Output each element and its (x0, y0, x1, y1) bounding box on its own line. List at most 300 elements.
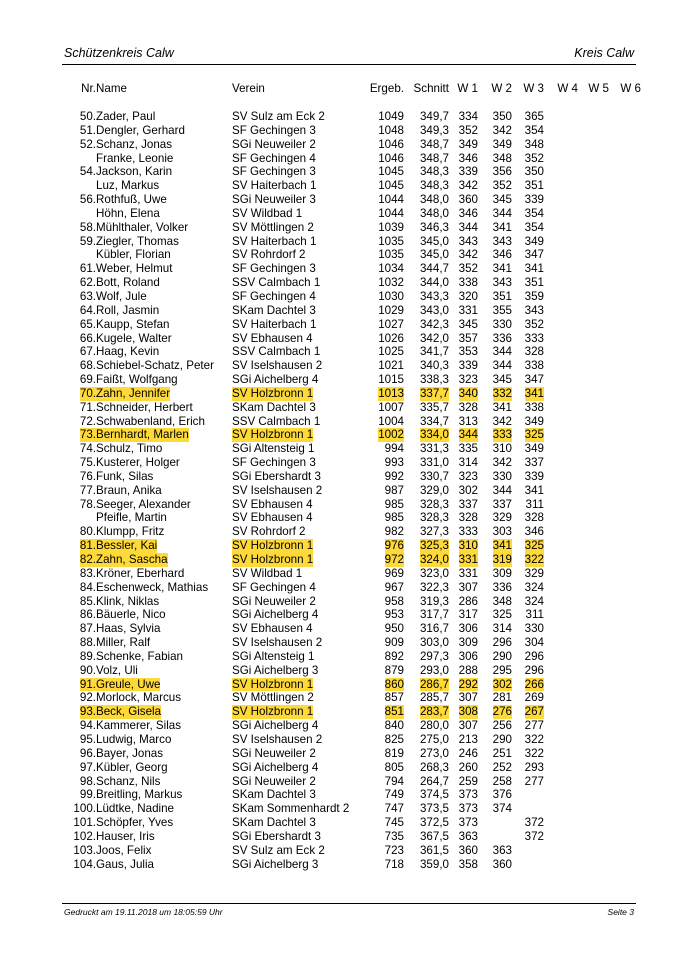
cell-result: 1026 (378, 331, 404, 345)
cell-w2: 344 (492, 206, 512, 220)
cell-w3: 354 (524, 123, 544, 137)
cell-name: Schöpfer, Yves (96, 816, 174, 830)
cell-name: Kugele, Walter (96, 331, 172, 345)
cell-average: 340,3 (419, 359, 449, 373)
cell-w3: 351 (524, 179, 544, 193)
table-row (0, 581, 682, 595)
cell-rank: 77. (79, 483, 96, 497)
cell-result: 1004 (378, 414, 404, 428)
table-row (0, 235, 682, 249)
col-header-average: Schnitt (413, 82, 449, 95)
cell-w3: 304 (524, 636, 544, 650)
table-header-row (0, 82, 682, 96)
cell-rank: 58. (79, 220, 96, 234)
cell-w1: 346 (458, 206, 478, 220)
cell-club: SV Rohrdorf 2 (232, 525, 306, 539)
cell-club: SV Haiterbach 1 (232, 179, 317, 193)
cell-w2: 325 (492, 608, 512, 622)
table-row (0, 636, 682, 650)
cell-average: 303,0 (419, 636, 449, 650)
cell-result: 718 (384, 857, 404, 871)
cell-average: 268,3 (419, 760, 449, 774)
table-row (0, 221, 682, 235)
col-header-w1: W 1 (457, 82, 478, 95)
cell-club: SV Sulz am Eck 2 (232, 843, 325, 857)
cell-result: 747 (384, 802, 404, 816)
cell-result: 1044 (378, 206, 404, 220)
cell-result: 1013 (378, 386, 404, 400)
table-row (0, 788, 682, 802)
cell-average: 348,3 (419, 179, 449, 193)
cell-result: 976 (384, 539, 404, 553)
cell-club: SKam Dachtel 3 (232, 303, 316, 317)
cell-club: SV Möttlingen 2 (232, 691, 314, 705)
cell-name: Hauser, Iris (96, 829, 155, 843)
cell-average: 327,3 (419, 525, 449, 539)
cell-name: Braun, Anika (96, 483, 162, 497)
cell-w3: 322 (524, 553, 544, 566)
cell-w3: 339 (524, 469, 544, 483)
cell-w1: 213 (458, 732, 478, 746)
cell-average: 344,7 (419, 262, 449, 276)
cell-w2: 349 (492, 137, 512, 151)
cell-w2: 336 (492, 331, 512, 345)
cell-w2: 332 (492, 386, 512, 400)
cell-average: 348,7 (419, 151, 449, 165)
table-row (0, 401, 682, 415)
table-row (0, 179, 682, 193)
cell-result: 857 (384, 691, 404, 705)
cell-w3: 351 (524, 276, 544, 290)
cell-name: Franke, Leonie (96, 151, 174, 165)
cell-w1: 302 (458, 483, 478, 497)
cell-name: Zahn, Jennifer (96, 386, 171, 400)
cell-w2: 330 (492, 469, 512, 483)
table-row (0, 553, 682, 567)
cell-w1: 357 (458, 331, 478, 345)
cell-rank: 103. (73, 843, 96, 857)
cell-w2: 345 (492, 373, 512, 387)
cell-average: 337,7 (419, 386, 449, 400)
cell-average: 283,7 (419, 705, 449, 719)
cell-result: 1007 (378, 400, 404, 414)
cell-name: Morlock, Marcus (96, 691, 182, 705)
cell-rank: 74. (79, 442, 96, 456)
cell-result: 825 (384, 732, 404, 746)
cell-result: 819 (384, 746, 404, 760)
cell-rank: 102. (73, 829, 96, 843)
cell-w2: 256 (492, 719, 512, 733)
cell-w3: 352 (524, 151, 544, 165)
cell-average: 374,5 (419, 788, 449, 802)
cell-name: Kübler, Florian (96, 248, 171, 262)
cell-result: 972 (384, 553, 404, 566)
cell-average: 373,5 (419, 802, 449, 816)
cell-club: SV Holzbronn 1 (232, 677, 314, 691)
cell-result: 1045 (378, 179, 404, 193)
cell-result: 1025 (378, 345, 404, 359)
cell-rank: 59. (79, 234, 96, 248)
cell-w1: 331 (458, 303, 478, 317)
cell-name: Schneider, Herbert (96, 400, 193, 414)
cell-w3: 328 (524, 345, 544, 359)
cell-w3: 350 (524, 165, 544, 179)
cell-w2: 309 (492, 566, 512, 580)
table-row (0, 207, 682, 221)
cell-club: SGi Ebershardt 3 (232, 469, 321, 483)
cell-result: 851 (384, 705, 404, 719)
cell-average: 275,0 (419, 732, 449, 746)
cell-average: 330,7 (419, 469, 449, 483)
cell-name: Dengler, Gerhard (96, 123, 185, 137)
cell-w2: 344 (492, 345, 512, 359)
cell-w2: 344 (492, 359, 512, 373)
cell-w1: 331 (458, 566, 478, 580)
cell-w3: 329 (524, 566, 544, 580)
cell-w1: 314 (458, 456, 478, 470)
table-row (0, 373, 682, 387)
cell-result: 992 (384, 469, 404, 483)
cell-rank: 72. (79, 414, 96, 428)
cell-w1: 307 (458, 691, 478, 705)
table-row (0, 844, 682, 858)
cell-result: 1021 (378, 359, 404, 373)
cell-rank: 87. (79, 622, 96, 636)
cell-w1: 307 (458, 719, 478, 733)
cell-w2: 350 (492, 110, 512, 123)
table-row (0, 442, 682, 456)
cell-w2: 341 (492, 262, 512, 276)
cell-result: 723 (384, 843, 404, 857)
cell-club: SF Gechingen 4 (232, 151, 316, 165)
cell-rank: 61. (79, 262, 96, 276)
cell-w1: 343 (458, 234, 478, 248)
cell-rank: 96. (79, 746, 96, 760)
cell-name: Kaupp, Stefan (96, 317, 170, 331)
cell-rank: 70. (79, 386, 96, 400)
cell-club: SV Holzbronn 1 (232, 553, 314, 566)
cell-result: 994 (384, 442, 404, 456)
table-row (0, 124, 682, 138)
cell-result: 953 (384, 608, 404, 622)
cell-w1: 292 (458, 677, 478, 691)
table-row (0, 484, 682, 498)
cell-w1: 334 (458, 110, 478, 123)
cell-w1: 338 (458, 276, 478, 290)
cell-result: 745 (384, 816, 404, 830)
table-row (0, 650, 682, 664)
cell-club: SGi Ebershardt 3 (232, 829, 321, 843)
cell-w2: 303 (492, 525, 512, 539)
cell-name: Miller, Ralf (96, 636, 151, 650)
cell-w2: 341 (492, 400, 512, 414)
cell-result: 1046 (378, 137, 404, 151)
col-header-name: Name (96, 82, 127, 95)
cell-w3: 267 (524, 705, 544, 719)
cell-name: Schulz, Timo (96, 442, 163, 456)
table-row (0, 678, 682, 692)
cell-w3: 325 (524, 428, 544, 442)
cell-result: 1030 (378, 289, 404, 303)
cell-rank: 104. (73, 857, 96, 871)
cell-w2: 348 (492, 594, 512, 608)
cell-rank: 54. (79, 165, 96, 179)
cell-w1: 323 (458, 373, 478, 387)
cell-w2: 251 (492, 746, 512, 760)
cell-w2: 276 (492, 705, 512, 719)
table-row (0, 290, 682, 304)
cell-w1: 320 (458, 289, 478, 303)
table-row (0, 498, 682, 512)
cell-w3: 324 (524, 580, 544, 594)
cell-w3: 322 (524, 746, 544, 760)
cell-club: SSV Calmbach 1 (232, 276, 321, 290)
cell-average: 345,0 (419, 248, 449, 262)
cell-club: SGi Aichelberg 4 (232, 760, 319, 774)
cell-rank: 78. (79, 497, 96, 511)
cell-w2: 341 (492, 220, 512, 234)
cell-name: Gaus, Julia (96, 857, 154, 871)
cell-w2: 295 (492, 663, 512, 677)
cell-w2: 290 (492, 649, 512, 663)
cell-w1: 331 (458, 553, 478, 566)
cell-club: SF Gechingen 3 (232, 456, 316, 470)
table-row (0, 511, 682, 525)
cell-average: 361,5 (419, 843, 449, 857)
cell-rank: 91. (79, 677, 96, 691)
cell-club: SGi Neuweiler 2 (232, 594, 316, 608)
cell-w1: 286 (458, 594, 478, 608)
cell-club: SV Iselshausen 2 (232, 359, 323, 373)
cell-result: 1049 (378, 110, 404, 123)
cell-w3: 341 (524, 262, 544, 276)
cell-club: SV Rohrdorf 2 (232, 248, 306, 262)
cell-w2: 344 (492, 483, 512, 497)
cell-w3: 349 (524, 414, 544, 428)
cell-average: 264,7 (419, 774, 449, 788)
cell-average: 273,0 (419, 746, 449, 760)
col-header-result: Ergeb. (369, 82, 404, 95)
table-row (0, 262, 682, 276)
cell-result: 987 (384, 483, 404, 497)
cell-w3: 269 (524, 691, 544, 705)
cell-average: 367,5 (419, 829, 449, 843)
cell-result: 840 (384, 719, 404, 733)
cell-w1: 353 (458, 345, 478, 359)
cell-average: 325,3 (419, 539, 449, 553)
cell-w1: 308 (458, 705, 478, 719)
cell-club: SGi Aichelberg 3 (232, 663, 319, 677)
cell-name: Faißt, Wolfgang (96, 373, 178, 387)
cell-w3: 338 (524, 400, 544, 414)
cell-w2: 342 (492, 414, 512, 428)
cell-club: SKam Sommenhardt 2 (232, 802, 350, 816)
table-row (0, 761, 682, 775)
cell-w2: 329 (492, 511, 512, 525)
cell-club: SV Holzbronn 1 (232, 386, 314, 400)
cell-w2: 281 (492, 691, 512, 705)
cell-rank: 99. (79, 788, 96, 802)
table-row (0, 705, 682, 719)
cell-result: 879 (384, 663, 404, 677)
cell-result: 958 (384, 594, 404, 608)
col-header-nr: Nr. (81, 82, 96, 95)
cell-result: 805 (384, 760, 404, 774)
cell-name: Kröner, Eberhard (96, 566, 185, 580)
cell-name: Weber, Helmut (96, 262, 173, 276)
cell-club: SGi Altensteig 1 (232, 442, 315, 456)
cell-name: Schenke, Fabian (96, 649, 184, 663)
cell-club: SV Holzbronn 1 (232, 705, 314, 719)
table-row (0, 622, 682, 636)
cell-w3: 349 (524, 442, 544, 456)
cell-result: 1046 (378, 151, 404, 165)
cell-name: Wolf, Jule (96, 289, 147, 303)
cell-rank: 71. (79, 400, 96, 414)
cell-rank: 76. (79, 469, 96, 483)
table-row (0, 830, 682, 844)
cell-average: 323,0 (419, 566, 449, 580)
cell-club: SGi Aichelberg 4 (232, 373, 319, 387)
cell-name: Kusterer, Holger (96, 456, 180, 470)
cell-average: 348,3 (419, 165, 449, 179)
cell-club: SV Iselshausen 2 (232, 483, 323, 497)
cell-club: SV Ebhausen 4 (232, 497, 313, 511)
cell-w2: 360 (492, 857, 512, 871)
cell-club: SF Gechingen 3 (232, 165, 316, 179)
cell-rank: 62. (79, 276, 96, 290)
cell-result: 982 (384, 525, 404, 539)
page-number: Seite 3 (607, 907, 634, 917)
cell-rank: 66. (79, 331, 96, 345)
cell-rank: 98. (79, 774, 96, 788)
header-rule (62, 64, 636, 65)
cell-result: 993 (384, 456, 404, 470)
cell-name: Klumpp, Fritz (96, 525, 165, 539)
cell-name: Bernhardt, Marlen (96, 428, 189, 442)
cell-average: 331,0 (419, 456, 449, 470)
cell-club: SKam Dachtel 3 (232, 816, 316, 830)
cell-w2: 310 (492, 442, 512, 456)
cell-club: SGi Neuweiler 3 (232, 193, 316, 207)
cell-w2: 252 (492, 760, 512, 774)
cell-average: 335,7 (419, 400, 449, 414)
cell-w3: 293 (524, 760, 544, 774)
cell-name: Ziegler, Thomas (96, 234, 179, 248)
cell-w3: 328 (524, 511, 544, 525)
cell-result: 735 (384, 829, 404, 843)
cell-name: Volz, Uli (96, 663, 138, 677)
cell-w3: 365 (524, 110, 544, 123)
cell-result: 1029 (378, 303, 404, 317)
cell-w3: 296 (524, 663, 544, 677)
cell-result: 1044 (378, 193, 404, 207)
cell-club: SKam Dachtel 3 (232, 400, 316, 414)
cell-name: Haas, Sylvia (96, 622, 161, 636)
cell-w1: 342 (458, 179, 478, 193)
cell-average: 328,3 (419, 497, 449, 511)
cell-w3: 343 (524, 303, 544, 317)
cell-result: 1015 (378, 373, 404, 387)
table-row (0, 359, 682, 373)
cell-name: Bessler, Kai (96, 539, 158, 553)
cell-w2: 333 (492, 428, 512, 442)
cell-rank: 63. (79, 289, 96, 303)
cell-w1: 328 (458, 400, 478, 414)
cell-average: 286,7 (419, 677, 449, 691)
cell-w3: 372 (524, 829, 544, 843)
cell-result: 1035 (378, 248, 404, 262)
cell-w1: 373 (458, 816, 478, 830)
cell-name: Ludwig, Marco (96, 732, 172, 746)
cell-club: SV Haiterbach 1 (232, 317, 317, 331)
cell-w2: 342 (492, 123, 512, 137)
cell-w3: 337 (524, 456, 544, 470)
cell-club: SGi Neuweiler 2 (232, 746, 316, 760)
table-row (0, 248, 682, 262)
table-row (0, 539, 682, 553)
cell-club: SGi Aichelberg 4 (232, 608, 319, 622)
table-row (0, 304, 682, 318)
cell-w2: 302 (492, 677, 512, 691)
cell-name: Kammerer, Silas (96, 719, 182, 733)
cell-rank: 95. (79, 732, 96, 746)
cell-result: 967 (384, 580, 404, 594)
cell-result: 1027 (378, 317, 404, 331)
cell-rank: 51. (79, 123, 96, 137)
cell-w1: 313 (458, 414, 478, 428)
footer-rule (62, 903, 636, 904)
table-row (0, 138, 682, 152)
cell-rank: 85. (79, 594, 96, 608)
cell-club: SV Iselshausen 2 (232, 636, 323, 650)
cell-w2: 345 (492, 193, 512, 207)
cell-rank: 97. (79, 760, 96, 774)
cell-w2: 337 (492, 497, 512, 511)
cell-name: Luz, Markus (96, 179, 160, 193)
cell-name: Klink, Niklas (96, 594, 160, 608)
cell-average: 317,7 (419, 608, 449, 622)
cell-club: SSV Calmbach 1 (232, 345, 321, 359)
cell-rank: 67. (79, 345, 96, 359)
cell-average: 346,3 (419, 220, 449, 234)
cell-result: 860 (384, 677, 404, 691)
cell-w1: 323 (458, 469, 478, 483)
cell-w1: 352 (458, 123, 478, 137)
cell-result: 1048 (378, 123, 404, 137)
cell-w3: 325 (524, 539, 544, 553)
cell-club: SV Ebhausen 4 (232, 511, 313, 525)
cell-club: SV Wildbad 1 (232, 206, 303, 220)
cell-w3: 339 (524, 193, 544, 207)
table-row (0, 525, 682, 539)
cell-result: 892 (384, 649, 404, 663)
cell-w1: 344 (458, 220, 478, 234)
cell-w2: 258 (492, 774, 512, 788)
cell-name: Beck, Gisela (96, 705, 162, 719)
cell-w2: 363 (492, 843, 512, 857)
cell-w1: 360 (458, 193, 478, 207)
table-row (0, 110, 682, 124)
cell-club: SGi Neuweiler 2 (232, 774, 316, 788)
cell-rank: 69. (79, 373, 96, 387)
cell-average: 329,0 (419, 483, 449, 497)
cell-w1: 309 (458, 636, 478, 650)
cell-average: 338,3 (419, 373, 449, 387)
cell-w1: 328 (458, 511, 478, 525)
cell-w3: 333 (524, 331, 544, 345)
cell-name: Funk, Silas (96, 469, 154, 483)
